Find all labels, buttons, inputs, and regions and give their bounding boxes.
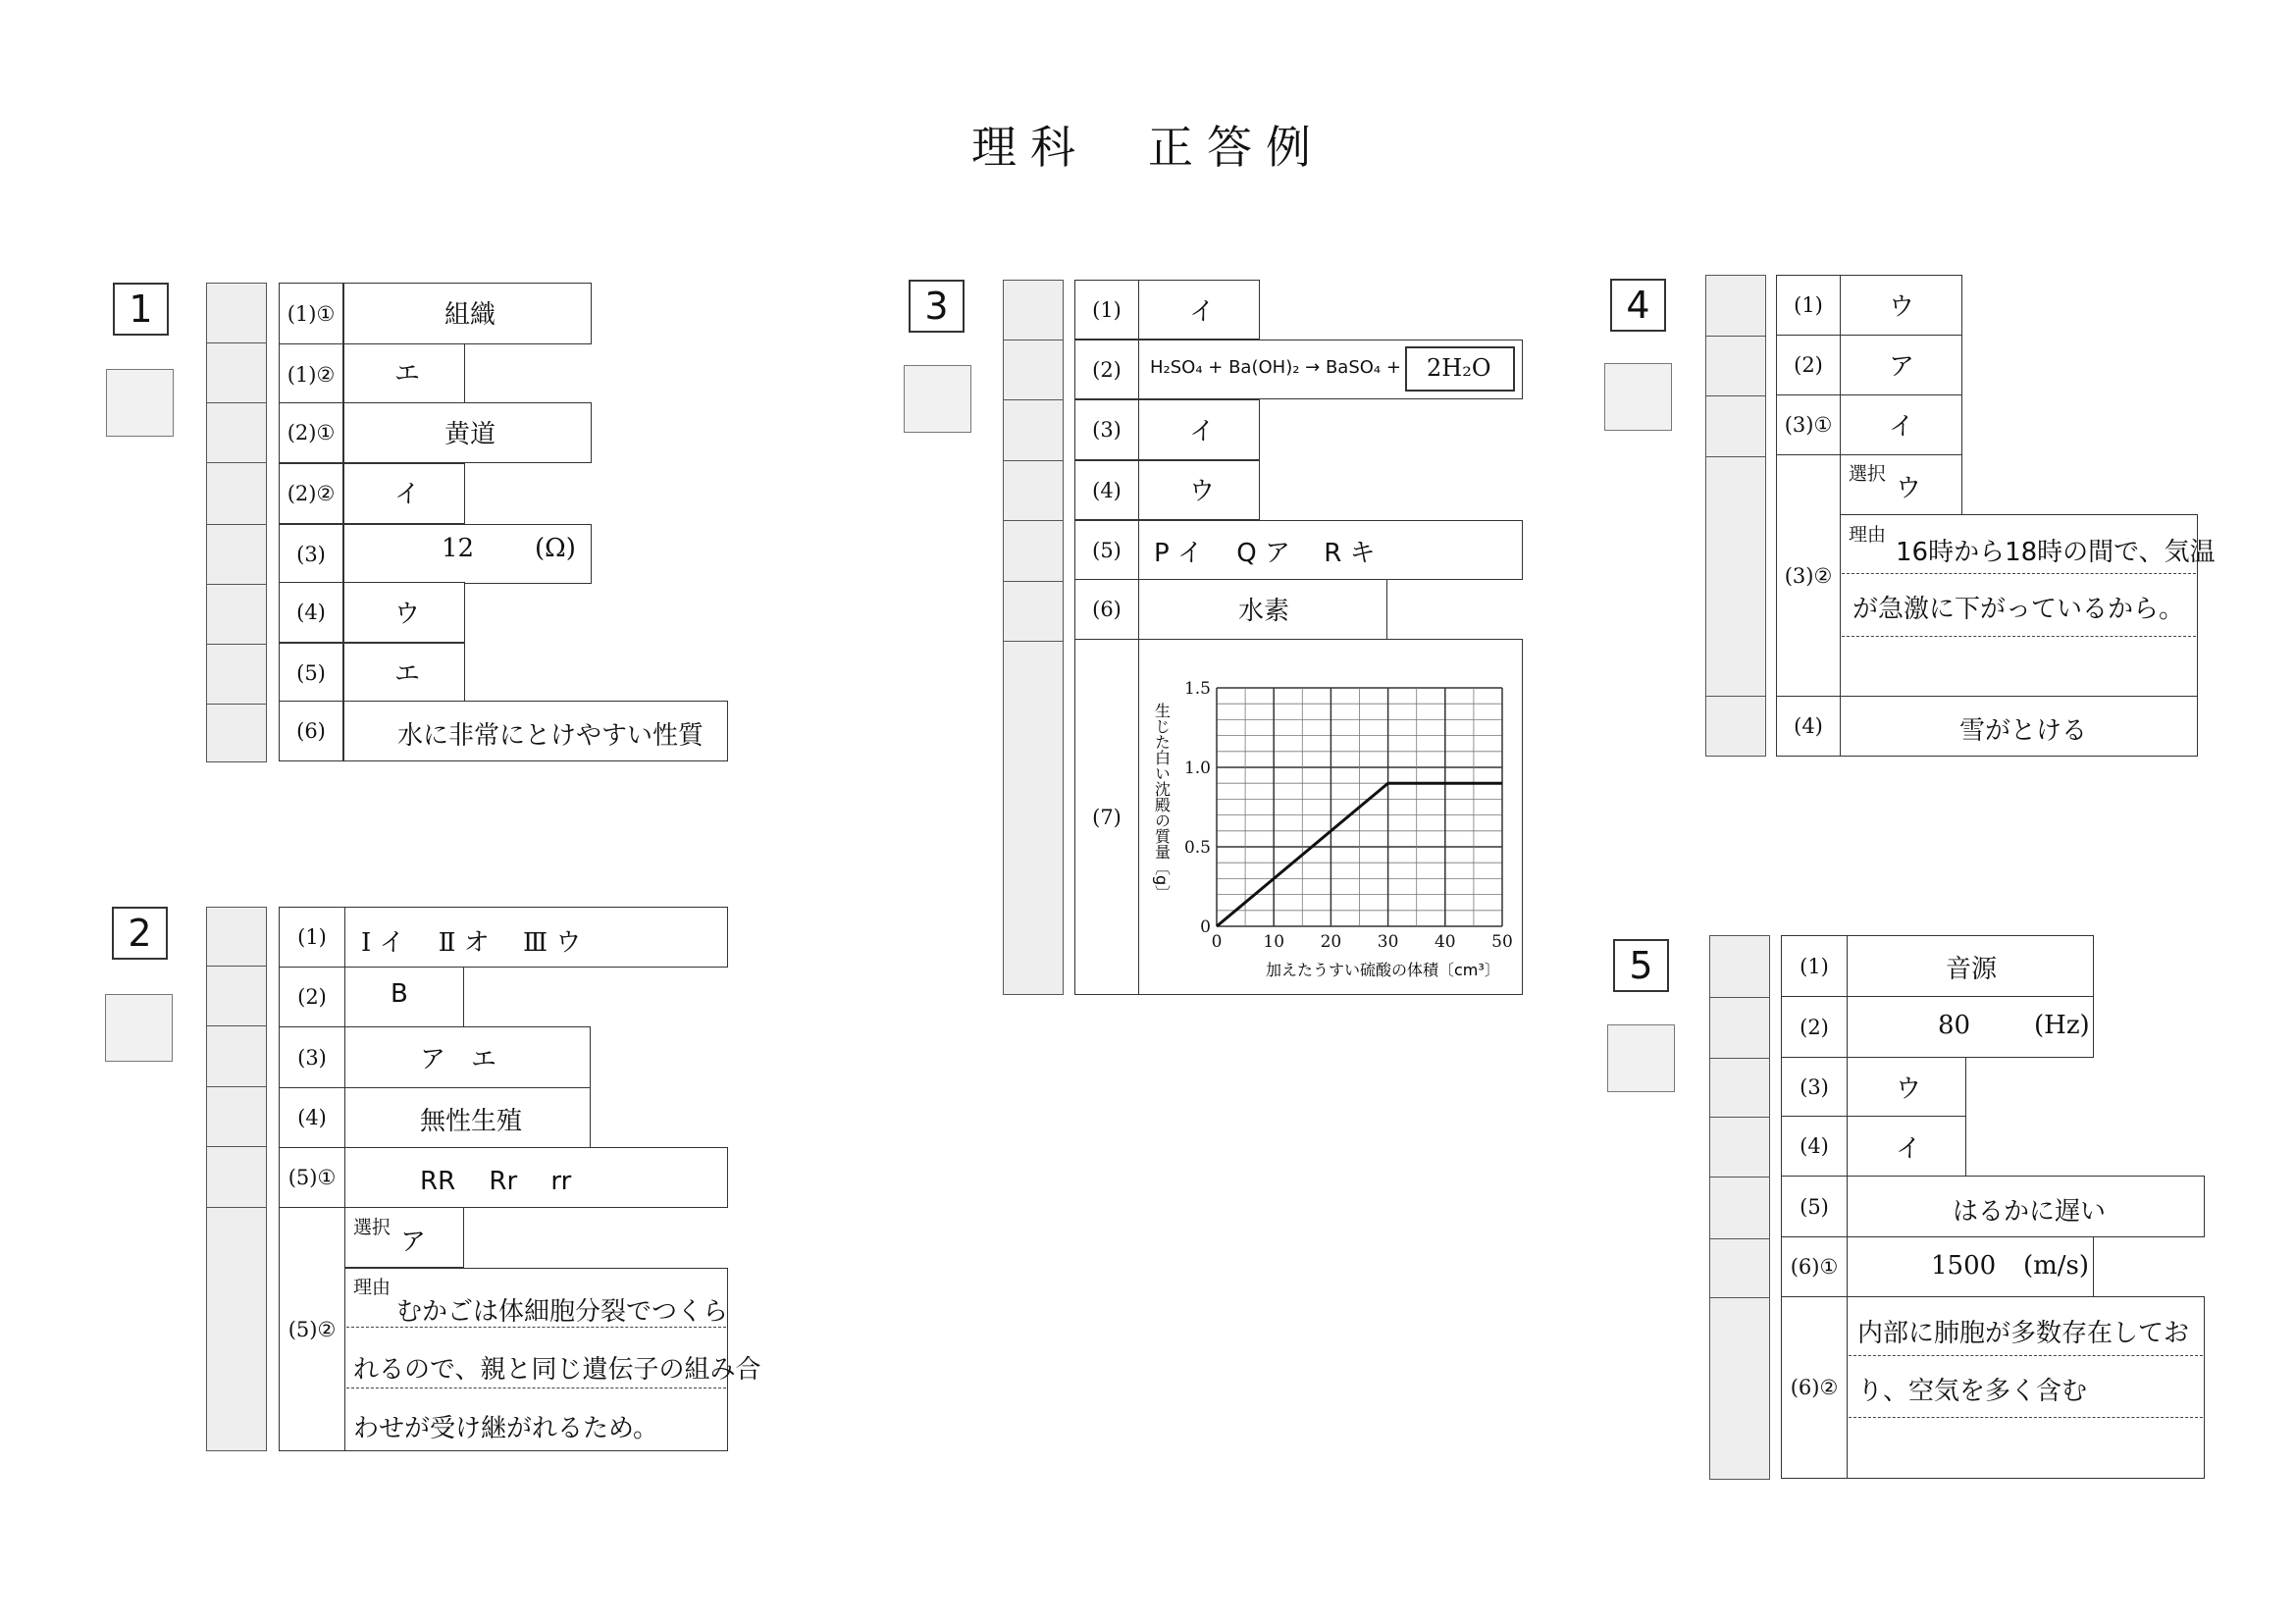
- answer: Ⅰ イ Ⅱ オ Ⅲ ウ: [361, 928, 582, 958]
- label: (4): [279, 1087, 345, 1148]
- answer: イ: [1189, 417, 1216, 446]
- label: (5): [1074, 520, 1139, 580]
- score-box[interactable]: [1607, 1024, 1675, 1092]
- answer: 組織: [444, 300, 496, 330]
- answer: ウ: [394, 600, 421, 629]
- answer-line: り、空気を多く含む: [1857, 1377, 2088, 1406]
- label: (1)②: [279, 343, 343, 405]
- score-box[interactable]: [904, 365, 971, 433]
- score-box[interactable]: [1604, 363, 1672, 431]
- unit: (m/s): [2023, 1251, 2090, 1281]
- answer: イ: [1896, 1134, 1922, 1164]
- y-axis-label: 生じた白い沈殿の質量〔g〕: [1152, 703, 1172, 902]
- answer: イ: [1189, 297, 1216, 327]
- answer-line: 内部に肺胞が多数存在してお: [1857, 1319, 2190, 1348]
- dashed-line: [1842, 636, 2196, 637]
- score-column: [1709, 935, 1770, 1480]
- y-tick-label: 1.0: [1183, 759, 1211, 778]
- label: (2): [279, 967, 345, 1027]
- label: (3): [1781, 1057, 1848, 1117]
- label: (2)②: [279, 463, 343, 524]
- label: (3): [279, 524, 343, 584]
- x-tick-label: 0: [1211, 932, 1223, 952]
- x-tick-label: 40: [1434, 932, 1456, 952]
- answer: ア: [1889, 352, 1915, 382]
- answer: 音源: [1946, 955, 1998, 984]
- answer: ウ: [1889, 292, 1915, 322]
- boxed-answer: 2H₂O: [1427, 354, 1491, 382]
- question-number: 2: [112, 907, 168, 960]
- precipitate-graph: [1138, 639, 1523, 995]
- reason-tag: 理由: [353, 1277, 391, 1298]
- score-column: [1705, 275, 1766, 757]
- question-number: 1: [113, 283, 169, 336]
- answer: 水素: [1238, 597, 1290, 626]
- label: (5)①: [279, 1147, 345, 1208]
- label: (4): [1776, 696, 1841, 757]
- question-number: 3: [909, 280, 965, 333]
- dashed-line: [346, 1387, 726, 1388]
- answer: 80: [1938, 1011, 1971, 1040]
- y-tick-label: 1.5: [1183, 679, 1211, 699]
- reason-line: が急激に下がっているから。: [1852, 595, 2185, 624]
- x-tick-label: 30: [1377, 932, 1399, 952]
- label: (3): [1074, 399, 1139, 460]
- label: (4): [279, 582, 343, 643]
- choice-tag: 選択: [353, 1217, 391, 1238]
- x-tick-label: 50: [1491, 932, 1513, 952]
- answer: 雪がとける: [1959, 716, 2088, 746]
- label: (5)②: [279, 1207, 345, 1451]
- dashed-line: [346, 1327, 726, 1328]
- reason-line: れるので、親と同じ遺伝子の組み合: [353, 1355, 761, 1385]
- equation: H₂SO₄ + Ba(OH)₂ → BaSO₄ +: [1150, 357, 1401, 378]
- reason-line: わせが受け継がれるため。: [353, 1414, 658, 1443]
- label: (6)①: [1781, 1236, 1848, 1297]
- label: (4): [1781, 1116, 1848, 1177]
- label: (6): [1074, 579, 1139, 640]
- label: (6): [279, 701, 343, 761]
- y-tick-label: 0.5: [1183, 838, 1211, 858]
- answer: イ: [1889, 412, 1915, 442]
- dashed-line: [1842, 573, 2196, 574]
- label: (2)①: [279, 402, 343, 463]
- unit: (Ω): [535, 534, 576, 563]
- answer: RR Rr rr: [420, 1167, 572, 1196]
- answer: B: [391, 979, 408, 1009]
- label: (7): [1074, 639, 1139, 995]
- answer: ウ: [1896, 1074, 1922, 1104]
- answer: ウ: [1189, 477, 1216, 506]
- reason-line: 16時から18時の間で、気温: [1896, 538, 2216, 567]
- score-box[interactable]: [105, 994, 173, 1062]
- answer: エ: [394, 359, 421, 389]
- reason-line: むかごは体細胞分裂でつくら: [396, 1297, 729, 1327]
- label: (5): [1781, 1176, 1848, 1237]
- score-box[interactable]: [106, 369, 174, 437]
- label: (3)①: [1776, 394, 1841, 455]
- label: (3)②: [1776, 454, 1841, 697]
- label: (5): [279, 643, 343, 703]
- score-column: [206, 907, 267, 1451]
- question-number: 4: [1610, 279, 1666, 332]
- answer: 無性生殖: [420, 1107, 523, 1136]
- dashed-line: [1849, 1417, 2203, 1418]
- y-tick-label: 0: [1200, 917, 1211, 937]
- x-tick-label: 10: [1263, 932, 1285, 952]
- answer: ア: [400, 1228, 427, 1257]
- label: (1): [279, 907, 345, 968]
- answer: ア エ: [420, 1045, 497, 1074]
- unit: (Hz): [2034, 1011, 2090, 1040]
- answer: 水に非常にとけやすい性質: [397, 721, 704, 751]
- label: (2): [1781, 996, 1848, 1058]
- page-title: 理科 正答例: [971, 121, 1325, 174]
- label: (4): [1074, 460, 1139, 520]
- reason-tag: 理由: [1849, 524, 1887, 546]
- label: (1): [1776, 275, 1841, 336]
- score-column: [206, 283, 267, 762]
- x-tick-label: 20: [1320, 932, 1342, 952]
- label: (1): [1781, 935, 1848, 997]
- choice-tag: 選択: [1849, 463, 1887, 485]
- x-axis-label: 加えたうすい硫酸の体積〔cm³〕: [1266, 961, 1500, 979]
- label: (2): [1776, 335, 1841, 395]
- answer: はるかに遅い: [1953, 1197, 2107, 1227]
- label: (6)②: [1781, 1296, 1848, 1479]
- answer: 黄道: [444, 420, 496, 449]
- answer: ウ: [1896, 474, 1922, 503]
- label: (1): [1074, 280, 1139, 340]
- answer: イ: [394, 480, 421, 509]
- label: (2): [1074, 340, 1139, 399]
- label: (3): [279, 1026, 345, 1088]
- answer: 1500: [1931, 1251, 1997, 1281]
- answer: エ: [394, 659, 421, 689]
- question-number: 5: [1613, 939, 1669, 992]
- answer: P イ Q ア R キ: [1154, 539, 1376, 568]
- answer: 12: [442, 534, 475, 563]
- dashed-line: [1849, 1355, 2203, 1356]
- label: (1)①: [279, 283, 343, 344]
- score-column: [1003, 280, 1064, 995]
